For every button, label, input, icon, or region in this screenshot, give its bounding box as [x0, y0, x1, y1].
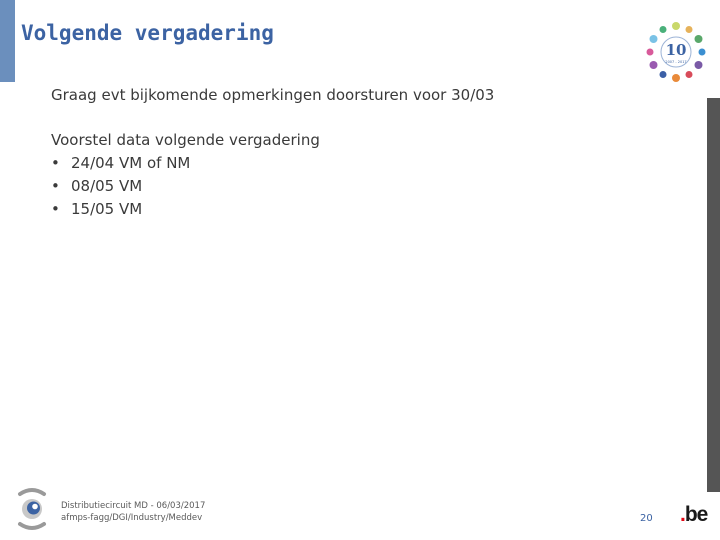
list-item-text: 15/05 VM [71, 200, 143, 218]
note-text: Graag evt bijkomende opmerkingen doorsturen voor 30/03 [51, 86, 495, 104]
list-item [51, 175, 494, 198]
list-item-text: 24/04 VM of NM [71, 154, 191, 172]
date-list [51, 152, 494, 221]
footer-line-2: afmps-fagg/DGI/Industry/Meddev [61, 513, 203, 523]
bullet-icon: • [51, 200, 60, 218]
anniversary-logo [644, 20, 708, 84]
proposal-heading: Voorstel data volgende vergadering [51, 131, 320, 149]
anniversary-number: 10 [665, 41, 687, 59]
belgium-be-logo [680, 503, 707, 527]
footer-line-1: Distributiecircuit MD - 06/03/2017 [61, 501, 206, 511]
right-side-bar [707, 98, 720, 492]
title-accent-bar [0, 0, 15, 82]
list-item-text: 08/05 VM [71, 177, 143, 195]
agency-logo [14, 484, 50, 534]
list-item [51, 152, 494, 175]
be-logo-dot: . [680, 503, 685, 526]
page-number: 20 [640, 513, 653, 524]
list-item [51, 198, 494, 221]
slide-title: Volgende vergadering [21, 21, 274, 45]
bullet-icon: • [51, 177, 60, 195]
slide-body [51, 84, 494, 221]
footer [61, 500, 205, 524]
anniversary-caption: 2007 - 2017 [665, 60, 687, 64]
bullet-icon: • [51, 154, 60, 172]
be-logo-text: be [684, 503, 708, 526]
